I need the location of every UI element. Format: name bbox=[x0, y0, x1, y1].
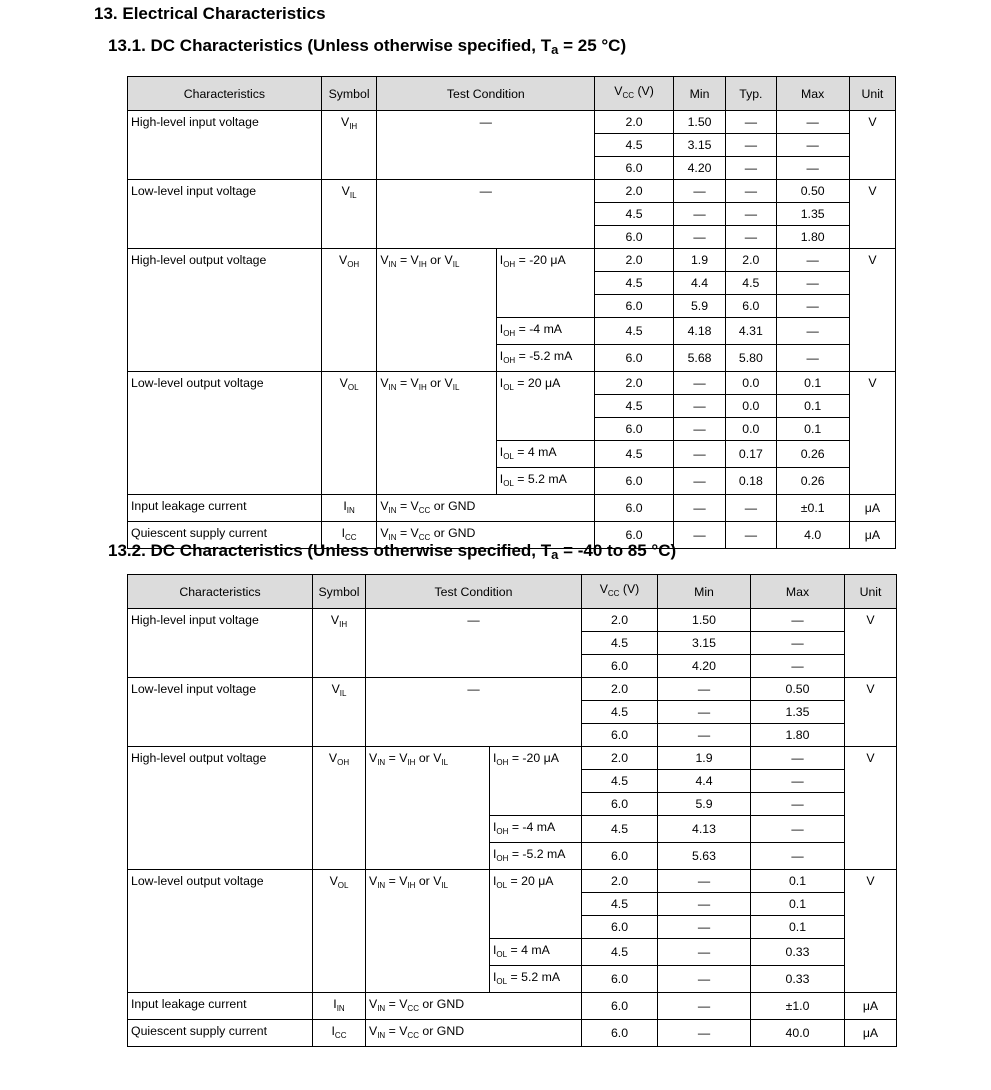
min-value: 1.9 bbox=[673, 249, 725, 272]
dc-characteristics-25c-table bbox=[127, 76, 896, 549]
max-value: — bbox=[751, 747, 845, 770]
vcc-value: 6.0 bbox=[582, 993, 658, 1020]
vcc-value: 4.5 bbox=[582, 632, 658, 655]
header-vcc: $V_{CC}$ (V) bbox=[595, 77, 674, 111]
vcc-value: 6.0 bbox=[595, 226, 674, 249]
typ-value: 0.0 bbox=[726, 395, 776, 418]
vcc-value: 6.0 bbox=[582, 966, 658, 993]
char-label: High-level output voltage bbox=[128, 747, 313, 870]
max-value: 40.0 bbox=[751, 1020, 845, 1047]
test-condition: $V_{IN} = V_{IH}$ or $V_{IL}$ bbox=[377, 372, 496, 495]
min-value: 4.20 bbox=[673, 157, 725, 180]
min-value: — bbox=[673, 418, 725, 441]
vcc-value: 2.0 bbox=[595, 249, 674, 272]
vcc-value: 2.0 bbox=[582, 747, 658, 770]
test-condition: $V_{IN} = V_{CC}$ or GND bbox=[377, 522, 595, 549]
vcc-value: 6.0 bbox=[595, 157, 674, 180]
vcc-value: 4.5 bbox=[595, 318, 674, 345]
max-value: — bbox=[751, 770, 845, 793]
vcc-value: 6.0 bbox=[595, 295, 674, 318]
table-row bbox=[128, 495, 896, 522]
max-value: 1.35 bbox=[751, 701, 845, 724]
max-value: — bbox=[751, 655, 845, 678]
header-vcc: $V_{CC}$ (V) bbox=[582, 575, 658, 609]
min-value: 4.4 bbox=[673, 272, 725, 295]
table-row bbox=[128, 111, 896, 134]
min-value: — bbox=[658, 916, 751, 939]
symbol: $V_{IH}$ bbox=[321, 111, 377, 180]
max-value: 0.50 bbox=[751, 678, 845, 701]
typ-value: 0.0 bbox=[726, 418, 776, 441]
max-value: 0.1 bbox=[776, 395, 849, 418]
char-label: Low-level output voltage bbox=[128, 870, 313, 993]
header-min: Min bbox=[658, 575, 751, 609]
min-value: 5.9 bbox=[673, 295, 725, 318]
vcc-value: 4.5 bbox=[582, 893, 658, 916]
min-value: 3.15 bbox=[673, 134, 725, 157]
vcc-value: 6.0 bbox=[595, 522, 674, 549]
vcc-value: 4.5 bbox=[582, 701, 658, 724]
min-value: 5.68 bbox=[673, 345, 725, 372]
max-value: — bbox=[751, 793, 845, 816]
vcc-value: 4.5 bbox=[582, 770, 658, 793]
char-label: Input leakage current bbox=[128, 495, 322, 522]
typ-value: — bbox=[726, 495, 776, 522]
max-value: 1.80 bbox=[776, 226, 849, 249]
unit-value: V bbox=[845, 678, 897, 747]
min-value: — bbox=[673, 372, 725, 395]
typ-value: 5.80 bbox=[726, 345, 776, 372]
symbol: $V_{OL}$ bbox=[321, 372, 377, 495]
header-max: Max bbox=[751, 575, 845, 609]
max-value: 1.80 bbox=[751, 724, 845, 747]
max-value: — bbox=[751, 843, 845, 870]
test-condition-current: $I_{OL} = 4$ mA bbox=[496, 441, 594, 468]
vcc-value: 2.0 bbox=[595, 372, 674, 395]
min-value: — bbox=[673, 495, 725, 522]
typ-value: — bbox=[726, 111, 776, 134]
vcc-value: 4.5 bbox=[582, 939, 658, 966]
max-value: ±1.0 bbox=[751, 993, 845, 1020]
test-condition: $V_{IN} = V_{IH}$ or $V_{IL}$ bbox=[377, 249, 496, 372]
max-value: — bbox=[776, 295, 849, 318]
max-value: 0.26 bbox=[776, 441, 849, 468]
table-row bbox=[128, 870, 897, 893]
min-value: 3.15 bbox=[658, 632, 751, 655]
min-value: 4.20 bbox=[658, 655, 751, 678]
test-condition: $V_{IN} = V_{CC}$ or GND bbox=[366, 993, 582, 1020]
min-value: — bbox=[673, 441, 725, 468]
typ-value: — bbox=[726, 180, 776, 203]
vcc-value: 4.5 bbox=[595, 203, 674, 226]
min-value: — bbox=[658, 939, 751, 966]
vcc-value: 6.0 bbox=[582, 655, 658, 678]
table-row bbox=[128, 372, 896, 395]
min-value: — bbox=[658, 701, 751, 724]
max-value: 0.33 bbox=[751, 939, 845, 966]
max-value: 0.33 bbox=[751, 966, 845, 993]
min-value: — bbox=[673, 468, 725, 495]
max-value: — bbox=[776, 249, 849, 272]
vcc-value: 6.0 bbox=[595, 468, 674, 495]
symbol: $I_{CC}$ bbox=[321, 522, 377, 549]
test-condition: — bbox=[366, 678, 582, 747]
typ-value: — bbox=[726, 522, 776, 549]
vcc-value: 6.0 bbox=[582, 1020, 658, 1047]
max-value: — bbox=[751, 609, 845, 632]
table-row bbox=[128, 747, 897, 770]
test-condition-current: $I_{OL} = 20$ μA bbox=[490, 870, 582, 939]
min-value: 5.9 bbox=[658, 793, 751, 816]
test-condition: $V_{IN} = V_{CC}$ or GND bbox=[366, 1020, 582, 1047]
typ-value: — bbox=[726, 157, 776, 180]
table-row bbox=[128, 609, 897, 632]
typ-value: 0.17 bbox=[726, 441, 776, 468]
char-label: Input leakage current bbox=[128, 993, 313, 1020]
test-condition-current: $I_{OH} = -4$ mA bbox=[490, 816, 582, 843]
unit-value: V bbox=[849, 249, 895, 372]
vcc-value: 4.5 bbox=[595, 272, 674, 295]
max-value: 0.50 bbox=[776, 180, 849, 203]
min-value: 1.9 bbox=[658, 747, 751, 770]
test-condition-current: $I_{OH} = -5.2$ mA bbox=[496, 345, 594, 372]
table-row bbox=[128, 180, 896, 203]
section-title: 13. Electrical Characteristics bbox=[94, 4, 326, 23]
max-value: — bbox=[776, 111, 849, 134]
char-label: Low-level output voltage bbox=[128, 372, 322, 495]
max-value: — bbox=[776, 134, 849, 157]
max-value: — bbox=[776, 157, 849, 180]
vcc-value: 6.0 bbox=[595, 418, 674, 441]
min-value: — bbox=[658, 678, 751, 701]
min-value: — bbox=[673, 180, 725, 203]
min-value: 4.18 bbox=[673, 318, 725, 345]
vcc-value: 6.0 bbox=[582, 916, 658, 939]
test-condition-current: $I_{OL} = 20$ μA bbox=[496, 372, 594, 441]
table-row bbox=[128, 678, 897, 701]
test-condition-current: $I_{OH} = -4$ mA bbox=[496, 318, 594, 345]
test-condition-current: $I_{OL} = 5.2$ mA bbox=[490, 966, 582, 993]
min-value: — bbox=[673, 226, 725, 249]
min-value: — bbox=[658, 893, 751, 916]
unit-value: μA bbox=[845, 993, 897, 1020]
dc-characteristics-range-table bbox=[127, 574, 897, 1047]
vcc-value: 4.5 bbox=[595, 134, 674, 157]
unit-value: μA bbox=[845, 1020, 897, 1047]
unit-value: V bbox=[849, 372, 895, 495]
symbol: $I_{IN}$ bbox=[321, 495, 377, 522]
header-characteristics: Characteristics bbox=[128, 77, 322, 111]
max-value: 0.26 bbox=[776, 468, 849, 495]
header-test-condition: Test Condition bbox=[366, 575, 582, 609]
max-value: 0.1 bbox=[776, 372, 849, 395]
typ-value: 0.0 bbox=[726, 372, 776, 395]
table-row bbox=[128, 249, 896, 272]
test-condition-current: $I_{OL} = 5.2$ mA bbox=[496, 468, 594, 495]
char-label: Quiescent supply current bbox=[128, 522, 322, 549]
header-symbol: Symbol bbox=[313, 575, 366, 609]
min-value: 1.50 bbox=[658, 609, 751, 632]
unit-value: μA bbox=[849, 522, 895, 549]
typ-value: 0.18 bbox=[726, 468, 776, 495]
char-label: High-level input voltage bbox=[128, 111, 322, 180]
max-value: 0.1 bbox=[751, 916, 845, 939]
max-value: — bbox=[751, 816, 845, 843]
min-value: 4.4 bbox=[658, 770, 751, 793]
symbol: $V_{IL}$ bbox=[321, 180, 377, 249]
min-value: — bbox=[673, 395, 725, 418]
max-value: 1.35 bbox=[776, 203, 849, 226]
char-label: Low-level input voltage bbox=[128, 678, 313, 747]
vcc-value: 6.0 bbox=[582, 843, 658, 870]
header-unit: Unit bbox=[845, 575, 897, 609]
header-row bbox=[128, 575, 897, 609]
min-value: — bbox=[658, 870, 751, 893]
char-label: High-level output voltage bbox=[128, 249, 322, 372]
vcc-value: 2.0 bbox=[582, 870, 658, 893]
table-row bbox=[128, 1020, 897, 1047]
min-value: — bbox=[658, 993, 751, 1020]
max-value: — bbox=[776, 272, 849, 295]
unit-value: μA bbox=[849, 495, 895, 522]
vcc-value: 6.0 bbox=[582, 724, 658, 747]
table-row bbox=[128, 993, 897, 1020]
test-condition: — bbox=[377, 180, 595, 249]
table2-heading: 13.2. DC Characteristics (Unless otherwise specified, Ta = -40 to 85 °C) bbox=[108, 541, 677, 562]
test-condition: — bbox=[366, 609, 582, 678]
header-unit: Unit bbox=[849, 77, 895, 111]
min-value: — bbox=[658, 1020, 751, 1047]
max-value: 0.1 bbox=[751, 870, 845, 893]
typ-value: 6.0 bbox=[726, 295, 776, 318]
symbol: $I_{CC}$ bbox=[313, 1020, 366, 1047]
max-value: 0.1 bbox=[751, 893, 845, 916]
max-value: — bbox=[776, 345, 849, 372]
symbol: $V_{OL}$ bbox=[313, 870, 366, 993]
typ-value: 4.31 bbox=[726, 318, 776, 345]
min-value: 4.13 bbox=[658, 816, 751, 843]
symbol: $V_{OH}$ bbox=[313, 747, 366, 870]
test-condition-current: $I_{OH} = -20$ μA bbox=[490, 747, 582, 816]
test-condition: $V_{IN} = V_{IH}$ or $V_{IL}$ bbox=[366, 747, 490, 870]
header-characteristics: Characteristics bbox=[128, 575, 313, 609]
unit-value: V bbox=[845, 747, 897, 870]
table1-heading: 13.1. DC Characteristics (Unless otherwise specified, Ta = 25 °C) bbox=[108, 36, 627, 57]
header-typ: Typ. bbox=[726, 77, 776, 111]
vcc-value: 4.5 bbox=[582, 816, 658, 843]
max-value: 4.0 bbox=[776, 522, 849, 549]
symbol: $I_{IN}$ bbox=[313, 993, 366, 1020]
min-value: 5.63 bbox=[658, 843, 751, 870]
char-label: Quiescent supply current bbox=[128, 1020, 313, 1047]
vcc-value: 2.0 bbox=[582, 678, 658, 701]
max-value: 0.1 bbox=[776, 418, 849, 441]
test-condition-current: $I_{OL} = 4$ mA bbox=[490, 939, 582, 966]
min-value: — bbox=[658, 966, 751, 993]
header-min: Min bbox=[673, 77, 725, 111]
symbol: $V_{IL}$ bbox=[313, 678, 366, 747]
header-test-condition: Test Condition bbox=[377, 77, 595, 111]
min-value: — bbox=[673, 203, 725, 226]
test-condition-current: $I_{OH} = -5.2$ mA bbox=[490, 843, 582, 870]
unit-value: V bbox=[845, 609, 897, 678]
min-value: — bbox=[658, 724, 751, 747]
test-condition: — bbox=[377, 111, 595, 180]
header-row bbox=[128, 77, 896, 111]
typ-value: — bbox=[726, 134, 776, 157]
min-value: — bbox=[673, 522, 725, 549]
char-label: High-level input voltage bbox=[128, 609, 313, 678]
vcc-value: 2.0 bbox=[582, 609, 658, 632]
unit-value: V bbox=[845, 870, 897, 993]
header-symbol: Symbol bbox=[321, 77, 377, 111]
typ-value: 2.0 bbox=[726, 249, 776, 272]
vcc-value: 2.0 bbox=[595, 111, 674, 134]
vcc-value: 4.5 bbox=[595, 441, 674, 468]
vcc-value: 4.5 bbox=[595, 395, 674, 418]
unit-value: V bbox=[849, 111, 895, 180]
typ-value: — bbox=[726, 226, 776, 249]
test-condition-current: $I_{OH} = -20$ μA bbox=[496, 249, 594, 318]
max-value: ±0.1 bbox=[776, 495, 849, 522]
min-value: 1.50 bbox=[673, 111, 725, 134]
vcc-value: 2.0 bbox=[595, 180, 674, 203]
max-value: — bbox=[776, 318, 849, 345]
vcc-value: 6.0 bbox=[582, 793, 658, 816]
typ-value: 4.5 bbox=[726, 272, 776, 295]
vcc-value: 6.0 bbox=[595, 495, 674, 522]
header-max: Max bbox=[776, 77, 849, 111]
unit-value: V bbox=[849, 180, 895, 249]
typ-value: — bbox=[726, 203, 776, 226]
test-condition: $V_{IN} = V_{CC}$ or GND bbox=[377, 495, 595, 522]
symbol: $V_{IH}$ bbox=[313, 609, 366, 678]
char-label: Low-level input voltage bbox=[128, 180, 322, 249]
max-value: — bbox=[751, 632, 845, 655]
vcc-value: 6.0 bbox=[595, 345, 674, 372]
test-condition: $V_{IN} = V_{IH}$ or $V_{IL}$ bbox=[366, 870, 490, 993]
symbol: $V_{OH}$ bbox=[321, 249, 377, 372]
